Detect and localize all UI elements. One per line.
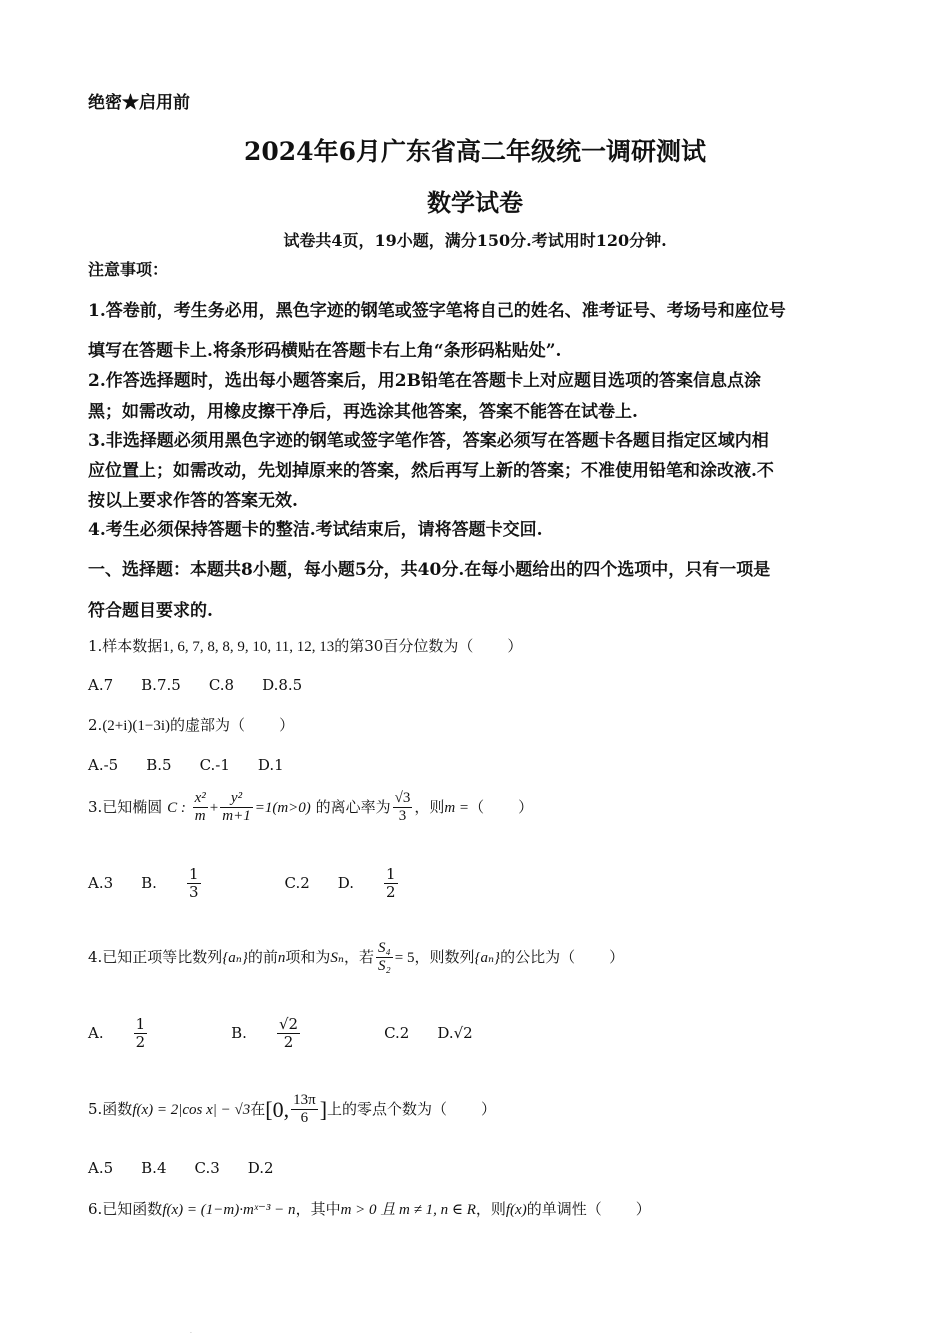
notes-heading: 注意事项： bbox=[88, 260, 169, 279]
question-5 bbox=[88, 1092, 496, 1128]
q4-close: ） bbox=[609, 947, 625, 966]
q1-prefix: 1.样本数据 bbox=[88, 637, 163, 655]
q4-mid2: 项和为 bbox=[285, 947, 331, 966]
option-a: A.5 bbox=[88, 1159, 114, 1177]
note-line: 2.作答选择题时，选出每小题答案后，用2B铅笔在答题卡上对应题目选项的答案信息点涂 bbox=[88, 371, 761, 391]
option-d: D.1 bbox=[257, 756, 284, 774]
q3-fraction-2 bbox=[220, 790, 252, 826]
numerator: √2 bbox=[278, 1015, 299, 1033]
denominator: m+1 bbox=[222, 808, 251, 825]
option-c: C.2 bbox=[284, 873, 310, 892]
option-d-label: D. bbox=[337, 873, 355, 892]
option-d: D.√2 bbox=[437, 1023, 473, 1042]
q6-fx: f(x) bbox=[505, 1202, 527, 1218]
numerator: √3 bbox=[394, 790, 411, 806]
option-c: C.-1 bbox=[199, 756, 230, 774]
option-b-label: B. bbox=[141, 873, 157, 892]
exam-info: 试卷共4页，19小题，满分150分.考试用时120分钟. bbox=[283, 231, 667, 250]
option-a bbox=[88, 1016, 203, 1052]
denominator: 3 bbox=[188, 883, 199, 902]
q2-expression: (2+i)(1−3i) bbox=[102, 718, 171, 734]
numerator: S₄ bbox=[378, 940, 391, 956]
note-line: 1.答卷前，考生务必用，黑色字迹的钢笔或签字笔将自己的姓名、准考证号、考场号和座位号 bbox=[88, 301, 786, 321]
q3-close: ） bbox=[518, 797, 534, 816]
denominator: m bbox=[193, 807, 208, 825]
q5-function: f(x) = 2|cos x| − √3 bbox=[132, 1101, 251, 1118]
q5-interval-left: [0, bbox=[265, 1096, 290, 1122]
q6-close: ） bbox=[635, 1200, 651, 1218]
option-b: B.4 bbox=[141, 1159, 167, 1177]
option-b: B.7.5 bbox=[141, 676, 181, 694]
question-2 bbox=[88, 714, 294, 735]
question-6 bbox=[88, 1198, 651, 1219]
option-a: A.3 bbox=[88, 873, 114, 892]
option-d bbox=[338, 866, 454, 902]
q1-data: 1, 6, 7, 8, 8, 9, 10, 11, 12, 13 bbox=[162, 639, 335, 655]
q4-mid1: 的前 bbox=[247, 947, 278, 966]
option-b-label: B. bbox=[231, 1023, 247, 1042]
note-line: 应位置上；如需改动，先划掉原来的答案，然后再写上新的答案；不准使用铅笔和涂改液.不 bbox=[88, 461, 774, 481]
q1-close: ） bbox=[507, 637, 523, 655]
option-c: C.8 bbox=[208, 676, 235, 694]
denominator: 2 bbox=[386, 883, 396, 902]
option-b-fraction bbox=[277, 1016, 328, 1052]
q4-mid4: ，则数列 bbox=[414, 947, 475, 966]
denominator: 2 bbox=[277, 1033, 300, 1051]
q6-suffix: 的单调性（ bbox=[526, 1200, 602, 1218]
q6-then: ，则 bbox=[475, 1200, 506, 1218]
option-a-fraction bbox=[134, 1016, 176, 1052]
numerator: 1 bbox=[188, 865, 199, 883]
q1-options bbox=[88, 676, 330, 694]
option-d: D.8.5 bbox=[262, 676, 303, 694]
note-line: 填写在答题卡上.将条形码横贴在答题卡右上角“条形码粘贴处”. bbox=[88, 341, 562, 361]
denominator: 6 bbox=[291, 1109, 318, 1127]
denominator: S₂ bbox=[378, 958, 391, 975]
q5-options bbox=[88, 1159, 302, 1177]
option-a: A.-5 bbox=[88, 756, 119, 774]
q3-equation-rhs: =1(m>0) bbox=[254, 799, 311, 816]
q5-close: ） bbox=[481, 1099, 497, 1118]
note-line: 3.非选择题必须用黑色字迹的钢笔或签字笔作答，答案必须写在答题卡各题目指定区域内相 bbox=[88, 431, 769, 451]
q3-plus: + bbox=[209, 799, 219, 816]
q5-suffix: 上的零点个数为（ bbox=[327, 1099, 448, 1118]
denominator: 3 bbox=[393, 807, 413, 825]
q4-ratio bbox=[376, 940, 393, 976]
option-d: D.2 bbox=[247, 1159, 274, 1177]
q4-sequence-2: {aₙ} bbox=[474, 949, 501, 966]
note-line: 按以上要求作答的答案无效. bbox=[88, 491, 298, 511]
numerator: 13π bbox=[293, 1092, 316, 1108]
q4-mid3: ，若 bbox=[344, 947, 375, 966]
question-1 bbox=[88, 635, 522, 656]
q5-interval-fraction bbox=[291, 1092, 318, 1128]
q3-then: ，则 bbox=[414, 797, 445, 816]
q3-open: （ bbox=[469, 797, 485, 816]
q3-prefix: 3.已知椭圆 bbox=[88, 797, 163, 816]
subject-title: 数学试卷 bbox=[427, 188, 523, 217]
numerator: x² bbox=[194, 790, 206, 806]
denominator: 2 bbox=[135, 1033, 146, 1052]
footer-mark: . bbox=[190, 1328, 192, 1335]
question-3 bbox=[88, 790, 533, 826]
note-line: 4.考生必须保持答题卡的整洁.考试结束后，请将答题卡交回. bbox=[88, 520, 543, 540]
q3-options bbox=[88, 866, 482, 902]
q4-sn: Sₙ bbox=[330, 949, 345, 966]
option-b bbox=[231, 1016, 356, 1052]
q3-ellipse-name: C : bbox=[167, 799, 186, 816]
q2-options bbox=[88, 756, 312, 774]
q3-mid: 的离心率为 bbox=[315, 797, 391, 816]
section-heading-cont: 符合题目要求的. bbox=[88, 601, 213, 621]
q5-mid: 在 bbox=[250, 1099, 266, 1118]
confidential-label: 绝密★启用前 bbox=[88, 93, 190, 113]
q2-prefix: 2. bbox=[88, 716, 103, 734]
question-4 bbox=[88, 940, 624, 976]
q6-mid: ，其中 bbox=[295, 1200, 341, 1218]
option-b-fraction bbox=[187, 866, 229, 902]
q4-n: n bbox=[277, 949, 286, 966]
option-c: C.3 bbox=[194, 1159, 220, 1177]
q3-eccentricity bbox=[393, 790, 413, 826]
option-a: A.7 bbox=[88, 676, 114, 694]
exam-title: 2024年6月广东省高二年级统一调研测试 bbox=[244, 137, 706, 166]
option-b: B.5 bbox=[146, 756, 172, 774]
option-c: C.2 bbox=[384, 1023, 410, 1042]
numerator: y² bbox=[230, 790, 243, 806]
option-b bbox=[141, 866, 256, 902]
q5-prefix: 5.函数 bbox=[88, 1099, 133, 1118]
q3-fraction-1 bbox=[193, 790, 208, 826]
option-a-label: A. bbox=[88, 1023, 104, 1042]
q4-options bbox=[88, 1016, 501, 1052]
q1-suffix: 的第30百分位数为（ bbox=[334, 637, 474, 655]
section-heading: 一、选择题：本题共8小题，每小题5分，共40分.在每小题给出的四个选项中，只有一项是 bbox=[88, 560, 771, 580]
q6-function: f(x) = (1−m)·mˣ⁻³ − n bbox=[162, 1202, 296, 1218]
q4-prefix: 4.已知正项等比数列 bbox=[88, 947, 223, 966]
q4-suffix: 的公比为（ bbox=[500, 947, 576, 966]
q2-close: ） bbox=[279, 716, 295, 734]
q5-interval-right: ] bbox=[319, 1096, 328, 1122]
q3-m: m = bbox=[444, 799, 470, 816]
numerator: 1 bbox=[135, 1015, 146, 1033]
q4-sequence: {aₙ} bbox=[222, 949, 248, 966]
q6-prefix: 6.已知函数 bbox=[88, 1200, 163, 1218]
note-line: 黑；如需改动，用橡皮擦干净后，再选涂其他答案，答案不能答在试卷上. bbox=[88, 402, 638, 422]
q4-eq: = 5 bbox=[394, 949, 415, 966]
option-d-fraction bbox=[384, 866, 426, 902]
q6-condition: m > 0 且 m ≠ 1, n ∈ R bbox=[340, 1202, 476, 1218]
q2-suffix: 的虚部为（ bbox=[170, 716, 246, 734]
numerator: 1 bbox=[386, 865, 396, 883]
